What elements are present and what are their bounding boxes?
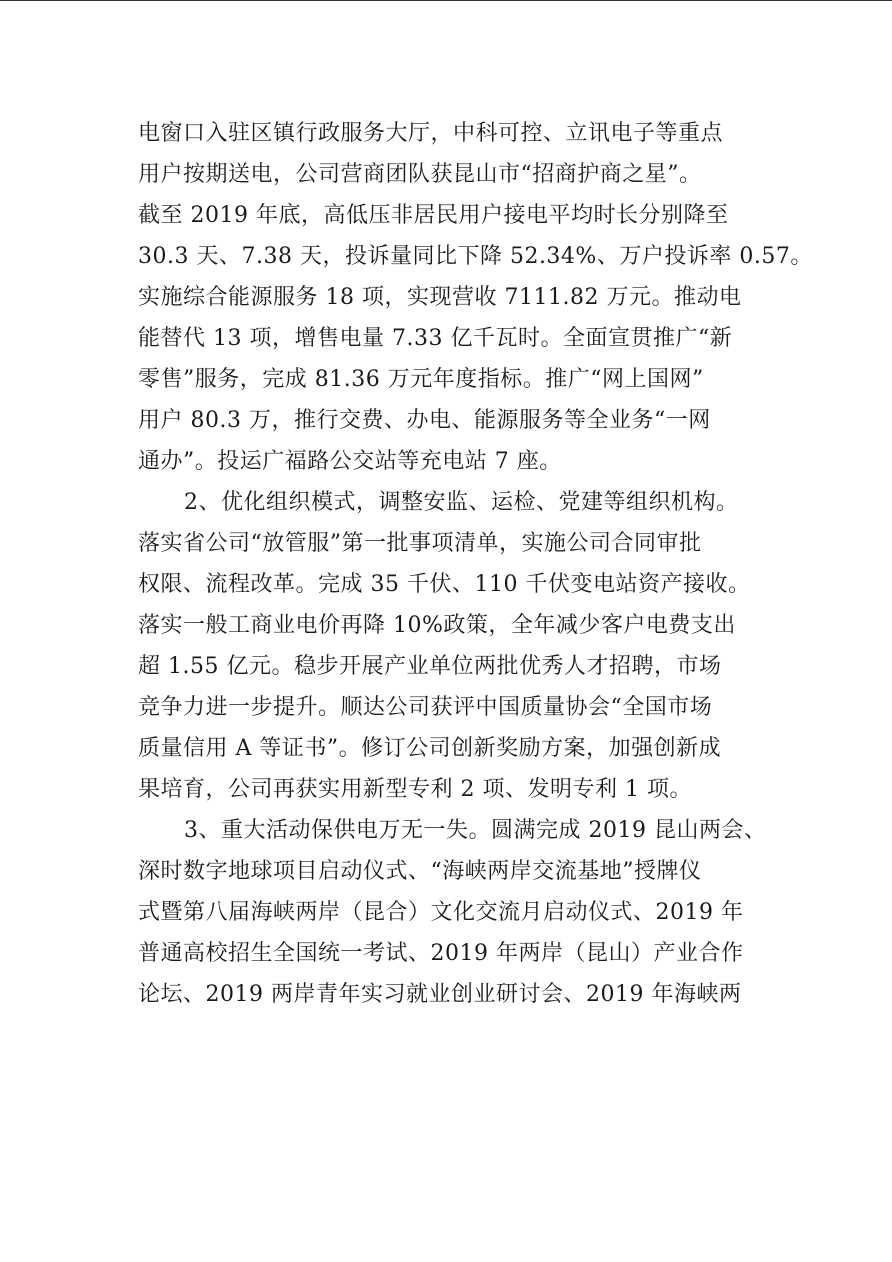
body-text [138, 113, 813, 1015]
text-line: 权限、流程改革。完成 35 千伏、110 千伏变电站资产接收。 [138, 572, 751, 597]
text-line: 零售”服务，完成 81.36 万元年度指标。推广“网上国网” [138, 367, 704, 392]
text-line: 实施综合能源服务 18 项，实现营收 7111.82 万元。推动电 [138, 285, 742, 310]
text-line: 用户按期送电，公司营商团队获昆山市“招商护商之星”。 [138, 162, 702, 187]
text-line: 超 1.55 亿元。稳步开展产业单位两批优秀人才招聘，市场 [138, 654, 722, 679]
text-line: 普通高校招生全国统一考试、2019 年两岸（昆山）产业合作 [138, 941, 744, 966]
text-line: 落实省公司“放管服”第一批事项清单，实施公司合同审批 [138, 531, 702, 556]
paragraph-2-first-line: 2、优化组织模式，调整安监、运检、党建等组织机构。 [184, 490, 739, 515]
paragraph-3-first-line: 3、重大活动保供电万无一失。圆满完成 2019 昆山两会、 [184, 818, 767, 843]
text-line: 电窗口入驻区镇行政服务大厅，中科可控、立讯电子等重点 [138, 121, 724, 146]
text-line: 质量信用 A 等证书”。修订公司创新奖励方案，加强创新成 [138, 736, 722, 761]
text-line: 竞争力进一步提升。顺达公司获评中国质量协会“全国市场 [138, 695, 713, 720]
text-line: 落实一般工商业电价再降 10%政策，全年减少客户电费支出 [138, 613, 736, 638]
text-line: 论坛、2019 两岸青年实习就业创业研讨会、2019 年海峡两 [138, 982, 742, 1007]
text-line: 通办”。投运广福路公交站等充电站 7 座。 [138, 449, 562, 474]
text-line: 果培育，公司再获实用新型专利 2 项、发明专利 1 项。 [138, 777, 692, 802]
text-line: 用户 80.3 万，推行交费、办电、能源服务等全业务“一网 [138, 408, 711, 433]
text-line: 截至 2019 年底，高低压非居民用户接电平均时长分别降至 [138, 203, 729, 228]
text-line: 30.3 天、7.38 天，投诉量同比下降 52.34%、万户投诉率 0.57。 [138, 244, 813, 269]
text-line: 式暨第八届海峡两岸（昆合）文化交流月启动仪式、2019 年 [138, 900, 744, 925]
text-line: 深时数字地球项目启动仪式、“海峡两岸交流基地”授牌仪 [138, 859, 702, 884]
text-line: 能替代 13 项，增售电量 7.33 亿千瓦时。全面宣贯推广“新 [138, 326, 733, 351]
